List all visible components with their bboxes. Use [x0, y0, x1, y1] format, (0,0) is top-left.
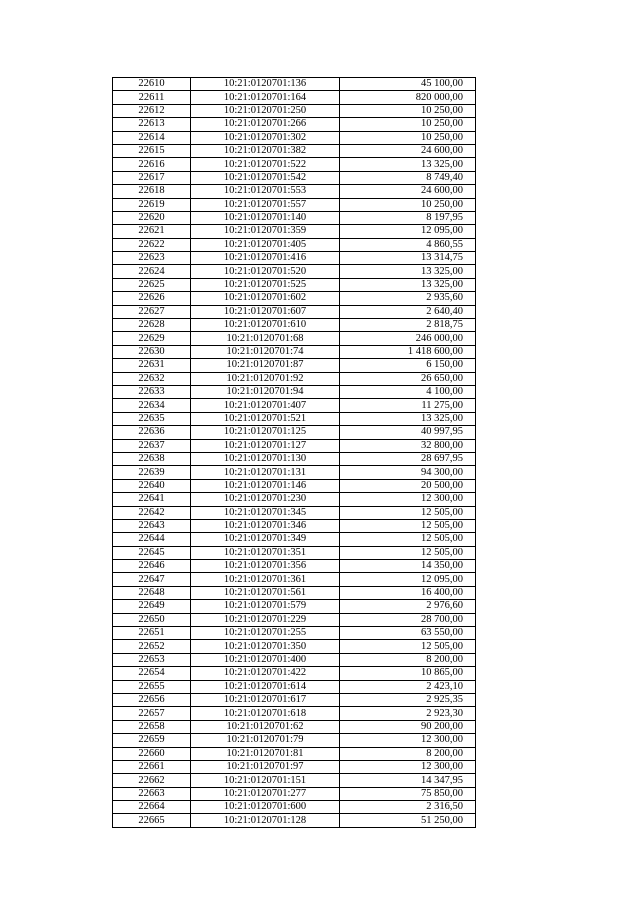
- cadastral-number-cell: 10:21:0120701:422: [191, 667, 340, 680]
- amount-cell: 28 697,95: [340, 452, 476, 465]
- amount-cell: 12 505,00: [340, 546, 476, 559]
- table-row: [113, 265, 476, 278]
- cadastral-number-cell: 10:21:0120701:250: [191, 104, 340, 117]
- amount-cell: 2 925,35: [340, 693, 476, 706]
- table-row: [113, 345, 476, 358]
- row-number-cell: 22620: [113, 211, 191, 224]
- amount-cell: 24 600,00: [340, 144, 476, 157]
- cadastral-number-cell: 10:21:0120701:266: [191, 118, 340, 131]
- table-row: [113, 399, 476, 412]
- table-row: [113, 118, 476, 131]
- amount-cell: 246 000,00: [340, 332, 476, 345]
- amount-cell: 2 976,60: [340, 600, 476, 613]
- table-row: [113, 452, 476, 465]
- cadastral-number-cell: 10:21:0120701:361: [191, 573, 340, 586]
- table-row: [113, 158, 476, 171]
- row-number-cell: 22656: [113, 693, 191, 706]
- table-row: [113, 412, 476, 425]
- amount-cell: 12 505,00: [340, 519, 476, 532]
- cadastral-number-cell: 10:21:0120701:230: [191, 493, 340, 506]
- table-row: [113, 359, 476, 372]
- amount-cell: 94 300,00: [340, 466, 476, 479]
- cadastral-number-cell: 10:21:0120701:600: [191, 801, 340, 814]
- amount-cell: 63 550,00: [340, 627, 476, 640]
- table-row: [113, 627, 476, 640]
- table-row: [113, 225, 476, 238]
- table-row: [113, 211, 476, 224]
- cadastral-number-cell: 10:21:0120701:92: [191, 372, 340, 385]
- amount-cell: 820 000,00: [340, 91, 476, 104]
- amount-cell: 26 650,00: [340, 372, 476, 385]
- cadastral-number-cell: 10:21:0120701:81: [191, 747, 340, 760]
- cadastral-number-cell: 10:21:0120701:127: [191, 439, 340, 452]
- amount-cell: 13 325,00: [340, 278, 476, 291]
- cadastral-number-cell: 10:21:0120701:229: [191, 613, 340, 626]
- table-row: [113, 252, 476, 265]
- table-row: [113, 693, 476, 706]
- row-number-cell: 22633: [113, 385, 191, 398]
- amount-cell: 12 300,00: [340, 760, 476, 773]
- row-number-cell: 22622: [113, 238, 191, 251]
- row-number-cell: 22654: [113, 667, 191, 680]
- table-row: [113, 760, 476, 773]
- row-number-cell: 22665: [113, 814, 191, 827]
- table-row: [113, 78, 476, 91]
- table-row: [113, 479, 476, 492]
- cadastral-number-cell: 10:21:0120701:346: [191, 519, 340, 532]
- amount-cell: 2 640,40: [340, 305, 476, 318]
- table-row: [113, 506, 476, 519]
- cadastral-number-cell: 10:21:0120701:140: [191, 211, 340, 224]
- cadastral-number-cell: 10:21:0120701:557: [191, 198, 340, 211]
- row-number-cell: 22645: [113, 546, 191, 559]
- row-number-cell: 22615: [113, 144, 191, 157]
- amount-cell: 8 749,40: [340, 171, 476, 184]
- amount-cell: 10 250,00: [340, 104, 476, 117]
- amount-cell: 13 314,75: [340, 252, 476, 265]
- table-row: [113, 292, 476, 305]
- cadastral-number-cell: 10:21:0120701:359: [191, 225, 340, 238]
- cadastral-number-cell: 10:21:0120701:400: [191, 653, 340, 666]
- table-row: [113, 720, 476, 733]
- table-row: [113, 560, 476, 573]
- table-row: [113, 466, 476, 479]
- amount-cell: 40 997,95: [340, 426, 476, 439]
- amount-cell: 32 800,00: [340, 439, 476, 452]
- row-number-cell: 22634: [113, 399, 191, 412]
- cadastral-number-cell: 10:21:0120701:345: [191, 506, 340, 519]
- amount-cell: 10 250,00: [340, 198, 476, 211]
- amount-cell: 14 350,00: [340, 560, 476, 573]
- table-row: [113, 305, 476, 318]
- cadastral-number-cell: 10:21:0120701:602: [191, 292, 340, 305]
- table-row: [113, 533, 476, 546]
- row-number-cell: 22631: [113, 359, 191, 372]
- row-number-cell: 22657: [113, 707, 191, 720]
- cadastral-number-cell: 10:21:0120701:607: [191, 305, 340, 318]
- table-body: [113, 78, 476, 828]
- amount-cell: 8 200,00: [340, 653, 476, 666]
- row-number-cell: 22662: [113, 774, 191, 787]
- row-number-cell: 22647: [113, 573, 191, 586]
- row-number-cell: 22644: [113, 533, 191, 546]
- cadastral-number-cell: 10:21:0120701:151: [191, 774, 340, 787]
- table-row: [113, 104, 476, 117]
- cadastral-number-cell: 10:21:0120701:356: [191, 560, 340, 573]
- table-row: [113, 747, 476, 760]
- amount-cell: 14 347,95: [340, 774, 476, 787]
- row-number-cell: 22650: [113, 613, 191, 626]
- amount-cell: 2 423,10: [340, 680, 476, 693]
- amount-cell: 2 818,75: [340, 319, 476, 332]
- row-number-cell: 22648: [113, 586, 191, 599]
- row-number-cell: 22642: [113, 506, 191, 519]
- table-row: [113, 586, 476, 599]
- table-row: [113, 546, 476, 559]
- table-row: [113, 171, 476, 184]
- cadastral-number-cell: 10:21:0120701:522: [191, 158, 340, 171]
- row-number-cell: 22640: [113, 479, 191, 492]
- row-number-cell: 22652: [113, 640, 191, 653]
- cadastral-number-cell: 10:21:0120701:97: [191, 760, 340, 773]
- table-row: [113, 332, 476, 345]
- table-row: [113, 278, 476, 291]
- table-row: [113, 801, 476, 814]
- row-number-cell: 22641: [113, 493, 191, 506]
- cadastral-number-cell: 10:21:0120701:525: [191, 278, 340, 291]
- amount-cell: 8 197,95: [340, 211, 476, 224]
- row-number-cell: 22653: [113, 653, 191, 666]
- amount-cell: 75 850,00: [340, 787, 476, 800]
- row-number-cell: 22628: [113, 319, 191, 332]
- table-row: [113, 439, 476, 452]
- table-row: [113, 774, 476, 787]
- row-number-cell: 22635: [113, 412, 191, 425]
- cadastral-number-cell: 10:21:0120701:146: [191, 479, 340, 492]
- amount-cell: 6 150,00: [340, 359, 476, 372]
- row-number-cell: 22663: [113, 787, 191, 800]
- table-row: [113, 707, 476, 720]
- cadastral-number-cell: 10:21:0120701:130: [191, 452, 340, 465]
- amount-cell: 12 095,00: [340, 573, 476, 586]
- row-number-cell: 22637: [113, 439, 191, 452]
- table-row: [113, 385, 476, 398]
- amount-cell: 12 505,00: [340, 533, 476, 546]
- amount-cell: 12 505,00: [340, 506, 476, 519]
- amount-cell: 10 865,00: [340, 667, 476, 680]
- row-number-cell: 22626: [113, 292, 191, 305]
- table-row: [113, 238, 476, 251]
- row-number-cell: 22617: [113, 171, 191, 184]
- cadastral-number-cell: 10:21:0120701:407: [191, 399, 340, 412]
- cadastral-number-cell: 10:21:0120701:302: [191, 131, 340, 144]
- cadastral-number-cell: 10:21:0120701:350: [191, 640, 340, 653]
- table-row: [113, 734, 476, 747]
- amount-cell: 11 275,00: [340, 399, 476, 412]
- cadastral-amount-table: [112, 77, 476, 828]
- row-number-cell: 22618: [113, 185, 191, 198]
- table-row: [113, 372, 476, 385]
- cadastral-number-cell: 10:21:0120701:349: [191, 533, 340, 546]
- row-number-cell: 22646: [113, 560, 191, 573]
- row-number-cell: 22619: [113, 198, 191, 211]
- amount-cell: 12 300,00: [340, 734, 476, 747]
- cadastral-number-cell: 10:21:0120701:125: [191, 426, 340, 439]
- amount-cell: 16 400,00: [340, 586, 476, 599]
- amount-cell: 51 250,00: [340, 814, 476, 827]
- row-number-cell: 22660: [113, 747, 191, 760]
- row-number-cell: 22614: [113, 131, 191, 144]
- amount-cell: 4 100,00: [340, 385, 476, 398]
- table-row: [113, 91, 476, 104]
- table-row: [113, 653, 476, 666]
- table-row: [113, 131, 476, 144]
- row-number-cell: 22649: [113, 600, 191, 613]
- table-row: [113, 144, 476, 157]
- table-row: [113, 319, 476, 332]
- row-number-cell: 22625: [113, 278, 191, 291]
- row-number-cell: 22621: [113, 225, 191, 238]
- row-number-cell: 22643: [113, 519, 191, 532]
- row-number-cell: 22611: [113, 91, 191, 104]
- row-number-cell: 22623: [113, 252, 191, 265]
- table-row: [113, 185, 476, 198]
- amount-cell: 2 923,30: [340, 707, 476, 720]
- row-number-cell: 22664: [113, 801, 191, 814]
- cadastral-number-cell: 10:21:0120701:68: [191, 332, 340, 345]
- amount-cell: 45 100,00: [340, 78, 476, 91]
- cadastral-number-cell: 10:21:0120701:255: [191, 627, 340, 640]
- cadastral-number-cell: 10:21:0120701:579: [191, 600, 340, 613]
- cadastral-number-cell: 10:21:0120701:610: [191, 319, 340, 332]
- row-number-cell: 22612: [113, 104, 191, 117]
- cadastral-number-cell: 10:21:0120701:617: [191, 693, 340, 706]
- row-number-cell: 22627: [113, 305, 191, 318]
- table-row: [113, 667, 476, 680]
- amount-cell: 13 325,00: [340, 158, 476, 171]
- row-number-cell: 22638: [113, 452, 191, 465]
- amount-cell: 12 300,00: [340, 493, 476, 506]
- row-number-cell: 22632: [113, 372, 191, 385]
- amount-cell: 28 700,00: [340, 613, 476, 626]
- amount-cell: 1 418 600,00: [340, 345, 476, 358]
- table-row: [113, 814, 476, 827]
- cadastral-number-cell: 10:21:0120701:553: [191, 185, 340, 198]
- row-number-cell: 22655: [113, 680, 191, 693]
- row-number-cell: 22630: [113, 345, 191, 358]
- cadastral-number-cell: 10:21:0120701:405: [191, 238, 340, 251]
- table-row: [113, 519, 476, 532]
- amount-cell: 24 600,00: [340, 185, 476, 198]
- cadastral-number-cell: 10:21:0120701:520: [191, 265, 340, 278]
- amount-cell: 8 200,00: [340, 747, 476, 760]
- table-row: [113, 640, 476, 653]
- cadastral-number-cell: 10:21:0120701:94: [191, 385, 340, 398]
- amount-cell: 12 505,00: [340, 640, 476, 653]
- amount-cell: 13 325,00: [340, 412, 476, 425]
- cadastral-number-cell: 10:21:0120701:131: [191, 466, 340, 479]
- amount-cell: 20 500,00: [340, 479, 476, 492]
- table-row: [113, 426, 476, 439]
- table-row: [113, 787, 476, 800]
- cadastral-number-cell: 10:21:0120701:79: [191, 734, 340, 747]
- row-number-cell: 22661: [113, 760, 191, 773]
- amount-cell: 90 200,00: [340, 720, 476, 733]
- amount-cell: 4 860,55: [340, 238, 476, 251]
- cadastral-number-cell: 10:21:0120701:618: [191, 707, 340, 720]
- cadastral-number-cell: 10:21:0120701:416: [191, 252, 340, 265]
- cadastral-number-cell: 10:21:0120701:277: [191, 787, 340, 800]
- cadastral-number-cell: 10:21:0120701:128: [191, 814, 340, 827]
- cadastral-number-cell: 10:21:0120701:164: [191, 91, 340, 104]
- table-row: [113, 493, 476, 506]
- cadastral-number-cell: 10:21:0120701:351: [191, 546, 340, 559]
- cadastral-number-cell: 10:21:0120701:62: [191, 720, 340, 733]
- row-number-cell: 22613: [113, 118, 191, 131]
- row-number-cell: 22651: [113, 627, 191, 640]
- row-number-cell: 22636: [113, 426, 191, 439]
- cadastral-number-cell: 10:21:0120701:87: [191, 359, 340, 372]
- amount-cell: 2 316,50: [340, 801, 476, 814]
- row-number-cell: 22624: [113, 265, 191, 278]
- cadastral-number-cell: 10:21:0120701:382: [191, 144, 340, 157]
- amount-cell: 13 325,00: [340, 265, 476, 278]
- cadastral-number-cell: 10:21:0120701:561: [191, 586, 340, 599]
- cadastral-number-cell: 10:21:0120701:542: [191, 171, 340, 184]
- row-number-cell: 22658: [113, 720, 191, 733]
- cadastral-number-cell: 10:21:0120701:521: [191, 412, 340, 425]
- table-row: [113, 613, 476, 626]
- cadastral-number-cell: 10:21:0120701:74: [191, 345, 340, 358]
- cadastral-number-cell: 10:21:0120701:614: [191, 680, 340, 693]
- amount-cell: 10 250,00: [340, 131, 476, 144]
- amount-cell: 10 250,00: [340, 118, 476, 131]
- table-row: [113, 680, 476, 693]
- row-number-cell: 22629: [113, 332, 191, 345]
- row-number-cell: 22616: [113, 158, 191, 171]
- table-row: [113, 600, 476, 613]
- amount-cell: 12 095,00: [340, 225, 476, 238]
- row-number-cell: 22639: [113, 466, 191, 479]
- table-row: [113, 573, 476, 586]
- table-row: [113, 198, 476, 211]
- amount-cell: 2 935,60: [340, 292, 476, 305]
- cadastral-number-cell: 10:21:0120701:136: [191, 78, 340, 91]
- row-number-cell: 22610: [113, 78, 191, 91]
- row-number-cell: 22659: [113, 734, 191, 747]
